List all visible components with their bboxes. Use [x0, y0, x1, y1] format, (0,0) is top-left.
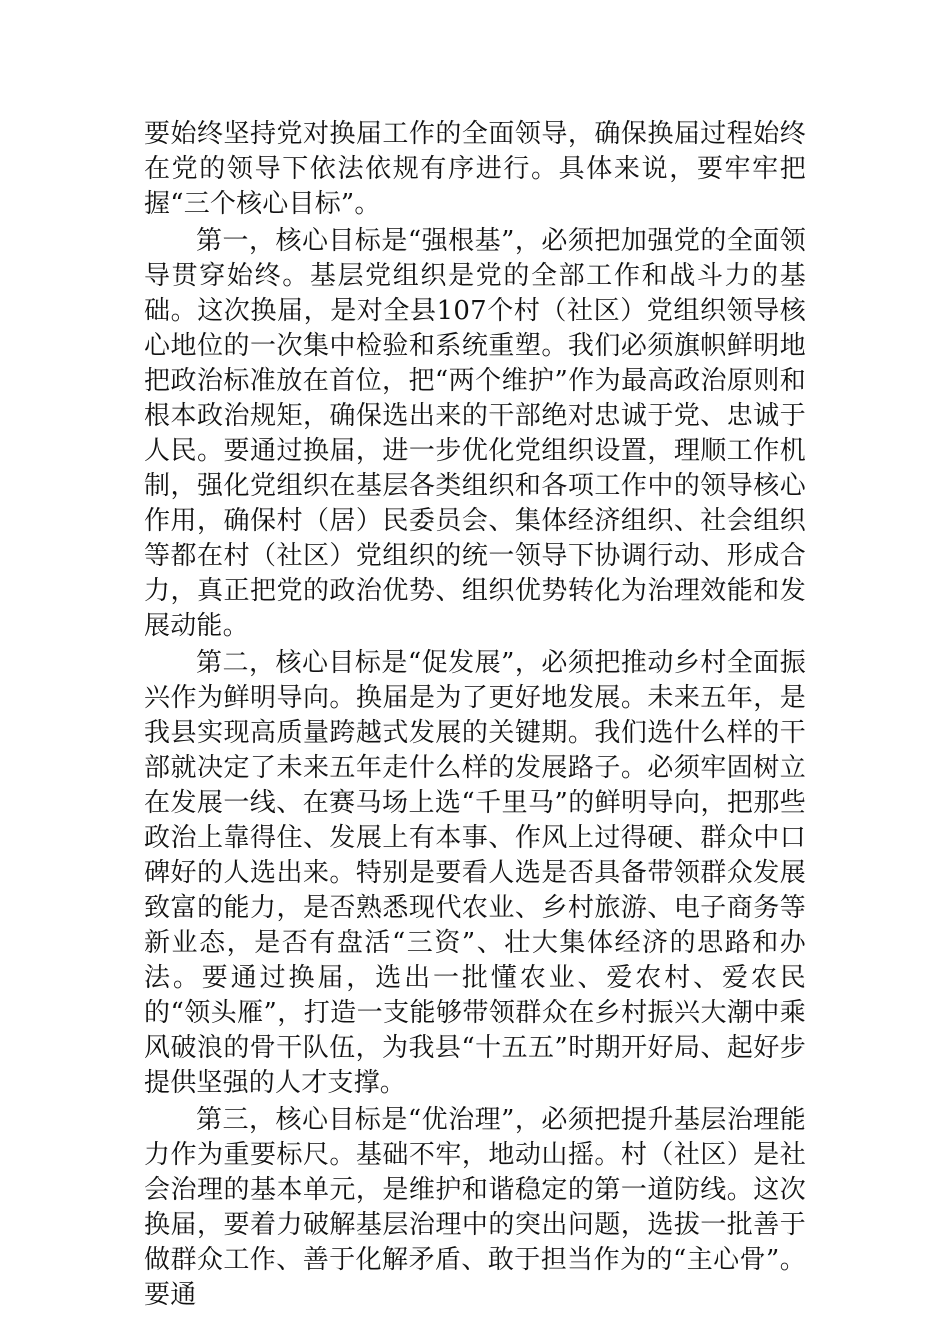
paragraph-intro: 要始终坚持党对换届工作的全面领导，确保换届过程始终在党的领导下依法依规有序进行。具体来说，要牢牢把握“三个核心目标”。: [144, 119, 806, 219]
paragraph-goal-two: 第二，核心目标是“促发展”，必须把推动乡村全面振兴作为鲜明导向。换届是为了更好地发展。未来五年，是我县实现高质量跨越式发展的关键期。我们选什么样的干部就决定了未来五年走什么样的发展路子。必须牢固树立在发展一线、在赛马场上选“千里马”的鲜明导向，把那些政治上靠得住、发展上有本事、作风上过得硬、群众中口碑好的人选出来。特别是要看人选是否具备带领群众发展致富的能力，是否熟悉现代农业、乡村旅游、电子商务等新业态，是否有盘活“三资”、壮大集体经济的思路和办法。要通过换届，选出一批懂农业、爱农村、爱农民的“领头雁”，打造一支能够带领群众在乡村振兴大潮中乘风破浪的骨干队伍，为我县“十五五”时期开好局、起好步提供坚强的人才支撑。: [144, 648, 806, 1098]
paragraph-goal-three: 第三，核心目标是“优治理”，必须把提升基层治理能力作为重要标尺。基础不牢，地动山摇。村（社区）是社会治理的基本单元，是维护和谐稳定的第一道防线。这次换届，要着力破解基层治理中的突出问题，选拔一批善于做群众工作、善于化解矛盾、敢于担当作为的“主心骨”。要通: [144, 1105, 806, 1310]
paragraph-goal-one: 第一，核心目标是“强根基”，必须把加强党的全面领导贯穿始终。基层党组织是党的全部工作和战斗力的基础。这次换届，是对全县107个村（社区）党组织领导核心地位的一次集中检验和系统重塑。我们必须旗帜鲜明地把政治标准放在首位，把“两个维护”作为最高政治原则和根本政治规矩，确保选出来的干部绝对忠诚于党、忠诚于人民。要通过换届，进一步优化党组织设置，理顺工作机制，强化党组织在基层各类组织和各项工作中的领导核心作用，确保村（居）民委员会、集体经济组织、社会组织等都在村（社区）党组织的统一领导下协调行动、形成合力，真正把党的政治优势、组织优势转化为治理效能和发展动能。: [144, 226, 806, 641]
document-body: [144, 117, 806, 1315]
